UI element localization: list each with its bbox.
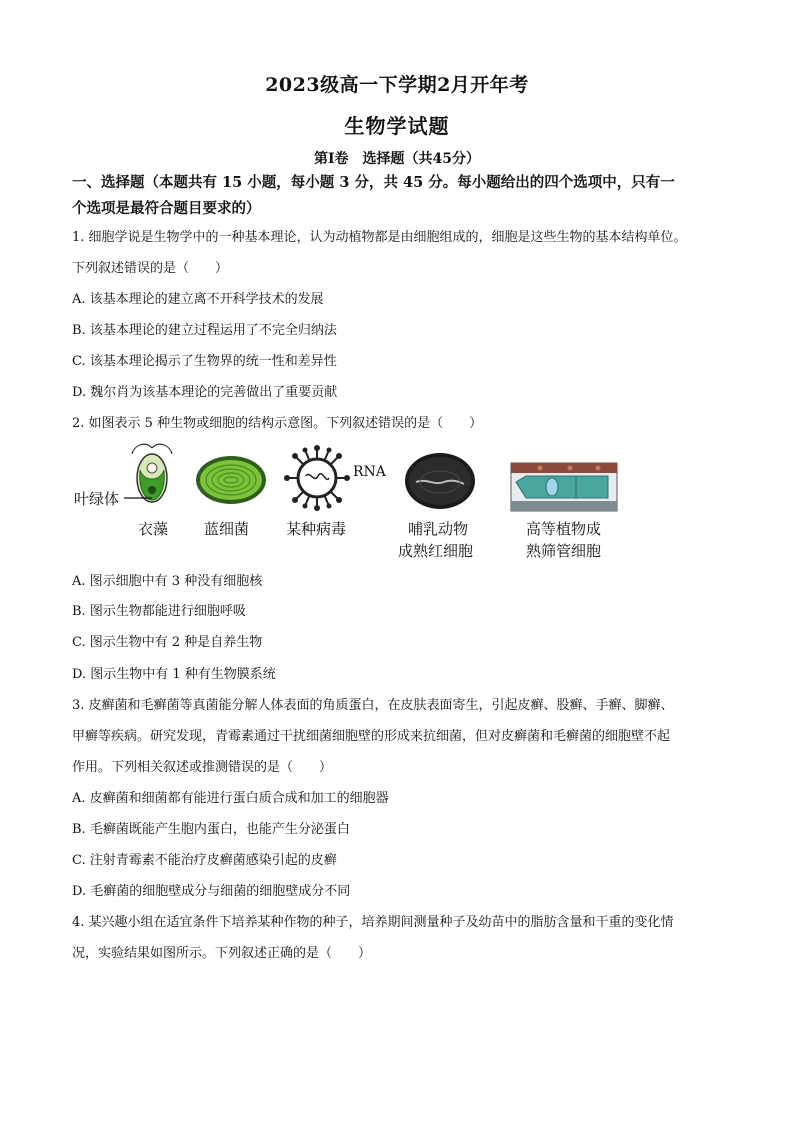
cyanobacteria-illustration: [194, 454, 268, 506]
q3-stem-line-1: 3. 皮癣菌和毛癣菌等真菌能分解人体表面的角质蛋白，在皮肤表面寄生，引起皮癣、股癣、手癣、脚癣、: [72, 698, 674, 713]
q2-option-b: B. 图示生物都能进行细胞呼吸: [72, 604, 246, 619]
q1-stem-line-2: 下列叙述错误的是（ ）: [72, 261, 229, 276]
red-blood-cell-illustration: [404, 452, 476, 510]
q4-stem-line-2: 况，实验结果如图所示。下列叙述正确的是（ ）: [72, 946, 372, 961]
q1-option-c: C. 该基本理论揭示了生物界的统一性和差异性: [72, 354, 337, 369]
q3-option-d: D. 毛癣菌的细胞壁成分与细菌的细胞壁成分不同: [72, 884, 351, 899]
caption-sieve-line-2: 熟筛管细胞: [526, 542, 602, 560]
exam-title: 2023级高一下学期2月开年考: [265, 74, 529, 96]
q1-option-a: A. 该基本理论的建立离不开科学技术的发展: [72, 292, 324, 307]
q2-figure: [72, 442, 632, 560]
q3-stem-line-3: 作用。下列相关叙述或推测错误的是（ ）: [72, 760, 333, 775]
instructions-line-1: 一、选择题（本题共有 15 小题，每小题 3 分，共 45 分。每小题给出的四个选项中，只有一: [72, 174, 675, 191]
caption-cyanobacteria: 蓝细菌: [204, 520, 250, 538]
q4-stem-line-1: 4. 某兴趣小组在适宜条件下培养某种作物的种子，培养期间测量种子及幼苗中的脂肪含量和干重的变化情: [72, 915, 674, 930]
chloroplast-pointer: [124, 494, 154, 502]
sieve-tube-illustration: [510, 462, 618, 512]
caption-rbc-line-2: 成熟红细胞: [398, 542, 474, 560]
subject-title: 生物学试题: [344, 114, 450, 138]
q2-option-a: A. 图示细胞中有 3 种没有细胞核: [72, 574, 263, 589]
caption-chlamydomonas: 衣藻: [138, 520, 169, 538]
part-heading: 第Ⅰ卷 选择题（共45分）: [313, 151, 481, 167]
caption-sieve-line-1: 高等植物成: [526, 520, 602, 538]
rna-label: RNA: [353, 464, 386, 480]
chloroplast-label: 叶绿体: [74, 490, 120, 508]
q3-option-a: A. 皮癣菌和细菌都有能进行蛋白质合成和加工的细胞器: [72, 791, 389, 806]
q3-stem-line-2: 甲癣等疾病。研究发现，青霉素通过干扰细菌细胞壁的形成来抗细菌，但对皮癣菌和毛癣菌的细胞壁不起: [72, 729, 671, 744]
instructions-line-2: 个选项是最符合题目要求的）: [72, 200, 261, 217]
q3-option-c: C. 注射青霉素不能治疗皮癣菌感染引起的皮癣: [72, 853, 337, 868]
virus-illustration: [282, 444, 352, 512]
caption-virus: 某种病毒: [286, 520, 347, 538]
q2-stem: 2. 如图表示 5 种生物或细胞的结构示意图。下列叙述错误的是（ ）: [72, 416, 483, 431]
q3-option-b: B. 毛癣菌既能产生胞内蛋白，也能产生分泌蛋白: [72, 822, 350, 837]
q2-option-d: D. 图示生物中有 1 种有生物膜系统: [72, 667, 276, 682]
q1-option-d: D. 魏尔肖为该基本理论的完善做出了重要贡献: [72, 385, 338, 400]
q1-option-b: B. 该基本理论的建立过程运用了不完全归纳法: [72, 323, 337, 338]
caption-rbc-line-1: 哺乳动物: [408, 520, 469, 538]
q2-option-c: C. 图示生物中有 2 种是自养生物: [72, 635, 263, 650]
q1-stem-line-1: 1. 细胞学说是生物学中的一种基本理论，认为动植物都是由细胞组成的，细胞是这些生物的基本结构单位。: [72, 230, 687, 245]
